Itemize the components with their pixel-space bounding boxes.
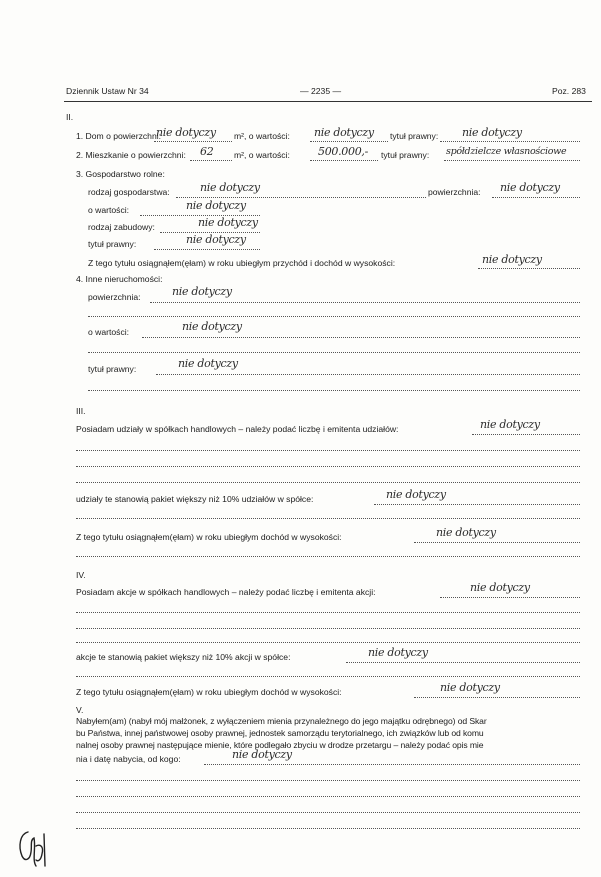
iv-package-line-2 xyxy=(76,676,580,677)
other-area-line xyxy=(150,302,580,303)
apartment-unit-label: m², o wartości: xyxy=(234,150,290,160)
farm-income-line xyxy=(478,268,580,269)
apartment-label: 2. Mieszkanie o powierzchni: xyxy=(76,150,186,160)
iv-package-label: akcje te stanowią pakiet większy niż 10% akcji w spółce: xyxy=(76,652,291,662)
farm-type-line xyxy=(176,197,426,198)
farm-value: nie dotyczy xyxy=(186,199,246,212)
v-text-line-3: nalnej osoby prawnej następujące mienie, które podlegało zbyciu w drodze przetargu – należy podać opis mie xyxy=(76,740,484,750)
iv-shares-line-4 xyxy=(76,642,580,643)
v-line-4 xyxy=(76,812,580,813)
v-line-2 xyxy=(76,780,580,781)
iii-shares-line-3 xyxy=(76,466,580,467)
house-unit-label: m², o wartości: xyxy=(234,131,290,141)
iv-shares-line-2 xyxy=(76,612,580,613)
iv-income-label: Z tego tytułu osiągnąłem(ęłam) w roku ubiegłym dochód w wysokości: xyxy=(76,687,342,697)
other-area-value: nie dotyczy xyxy=(172,285,232,298)
farm-income-value: nie dotyczy xyxy=(482,253,542,266)
apartment-value: 500.000,- xyxy=(318,145,369,158)
iii-income-value: nie dotyczy xyxy=(436,526,496,539)
farm-area-line xyxy=(492,197,580,198)
iii-income-line xyxy=(414,542,580,543)
section-ii-heading: II. xyxy=(66,112,74,122)
apartment-title-value: spółdzielcze własnościowe xyxy=(446,146,567,157)
iii-shares-line-2 xyxy=(76,450,580,451)
farm-value-label: o wartości: xyxy=(88,205,130,215)
iv-income-value: nie dotyczy xyxy=(440,681,500,694)
apartment-title-line xyxy=(444,160,580,161)
farm-type-value: nie dotyczy xyxy=(200,181,260,194)
farm-title-value: nie dotyczy xyxy=(186,233,246,246)
apartment-area-line xyxy=(190,160,232,161)
iii-shares-line xyxy=(472,434,580,435)
other-property-label: 4. Inne nieruchomości: xyxy=(76,274,163,284)
farm-buildings-label: rodzaj zabudowy: xyxy=(88,222,155,232)
section-iii-heading: III. xyxy=(76,406,86,416)
iii-income-label: Z tego tytułu osiągnąłem(ęłam) w roku ubiegłym dochód w wysokości: xyxy=(76,532,342,542)
signature-initials xyxy=(14,826,50,872)
iii-package-value: nie dotyczy xyxy=(386,488,446,501)
other-value-line xyxy=(142,337,580,338)
house-area-value: nie dotyczy xyxy=(156,126,216,139)
section-v-heading: V. xyxy=(76,705,84,715)
v-acquisition-value: nie dotyczy xyxy=(232,748,292,761)
farm-type-label: rodzaj gospodarstwa: xyxy=(88,187,170,197)
v-text-line-2: bu Państwa, innej państwowej osoby prawnej, jednostek samorządu terytorialnego, ich związków lub od komu xyxy=(76,728,484,738)
iii-package-line-2 xyxy=(76,518,580,519)
house-title-line xyxy=(440,141,580,142)
other-area-line-2 xyxy=(88,316,580,317)
v-line-5 xyxy=(76,828,580,829)
other-value-line-2 xyxy=(88,352,580,353)
iii-shares-value: nie dotyczy xyxy=(480,418,540,431)
farm-title-line xyxy=(154,249,260,250)
farm-title-label: tytuł prawny: xyxy=(88,239,137,249)
apartment-area-value: 62 xyxy=(200,145,214,158)
v-acquisition-line xyxy=(204,764,580,765)
header-journal-title: Dziennik Ustaw Nr 34 xyxy=(66,86,149,96)
house-area-line xyxy=(154,141,232,142)
iv-shares-line-3 xyxy=(76,628,580,629)
other-value: nie dotyczy xyxy=(182,320,242,333)
other-title-value: nie dotyczy xyxy=(178,357,238,370)
farm-buildings-value: nie dotyczy xyxy=(198,216,258,229)
apartment-value-line xyxy=(310,160,378,161)
header-page-number: — 2235 — xyxy=(300,86,342,96)
iii-package-line xyxy=(374,504,580,505)
house-value: nie dotyczy xyxy=(314,126,374,139)
v-text-line-1: Nabyłem(am) (nabył mój małżonek, z wyłączeniem mienia przynależnego do jego majątku odrębnego) od Skar xyxy=(76,716,487,726)
farm-income-label: Z tego tytułu osiągnąłem(ęłam) w roku ubiegłym przychód i dochód w wysokości: xyxy=(88,258,396,268)
iii-package-label: udziały te stanowią pakiet większy niż 10% udziałów w spółce: xyxy=(76,494,314,504)
house-value-line xyxy=(310,141,388,142)
iv-package-line xyxy=(346,662,580,663)
house-label: 1. Dom o powierzchni: xyxy=(76,131,162,141)
farm-area-value: nie dotyczy xyxy=(500,181,560,194)
house-title-value: nie dotyczy xyxy=(462,126,522,139)
iv-shares-value: nie dotyczy xyxy=(470,581,530,594)
iv-shares-label: Posiadam akcje w spółkach handlowych – należy podać liczbę i emitenta akcji: xyxy=(76,587,376,597)
other-title-label: tytuł prawny: xyxy=(88,364,137,374)
house-title-label: tytuł prawny: xyxy=(390,131,439,141)
iii-shares-label: Posiadam udziały w spółkach handlowych – należy podać liczbę i emitenta udziałów: xyxy=(76,424,399,434)
iii-shares-line-4 xyxy=(76,482,580,483)
other-title-line xyxy=(156,374,580,375)
other-title-line-2 xyxy=(88,390,580,391)
iii-income-line-2 xyxy=(76,556,580,557)
iv-income-line xyxy=(414,697,580,698)
header-rule xyxy=(64,101,592,102)
other-value-label: o wartości: xyxy=(88,327,130,337)
section-iv-heading: IV. xyxy=(76,570,86,580)
iv-shares-line xyxy=(440,597,580,598)
iv-package-value: nie dotyczy xyxy=(368,646,428,659)
farm-label: 3. Gospodarstwo rolne: xyxy=(76,169,165,179)
other-area-label: powierzchnia: xyxy=(88,292,141,302)
apartment-title-label: tytuł prawny: xyxy=(381,150,430,160)
v-acquisition-label: nia i datę nabycia, od kogo: xyxy=(76,754,181,764)
farm-area-label: powierzchnia: xyxy=(428,187,481,197)
v-line-3 xyxy=(76,796,580,797)
header-position: Poz. 283 xyxy=(552,86,586,96)
